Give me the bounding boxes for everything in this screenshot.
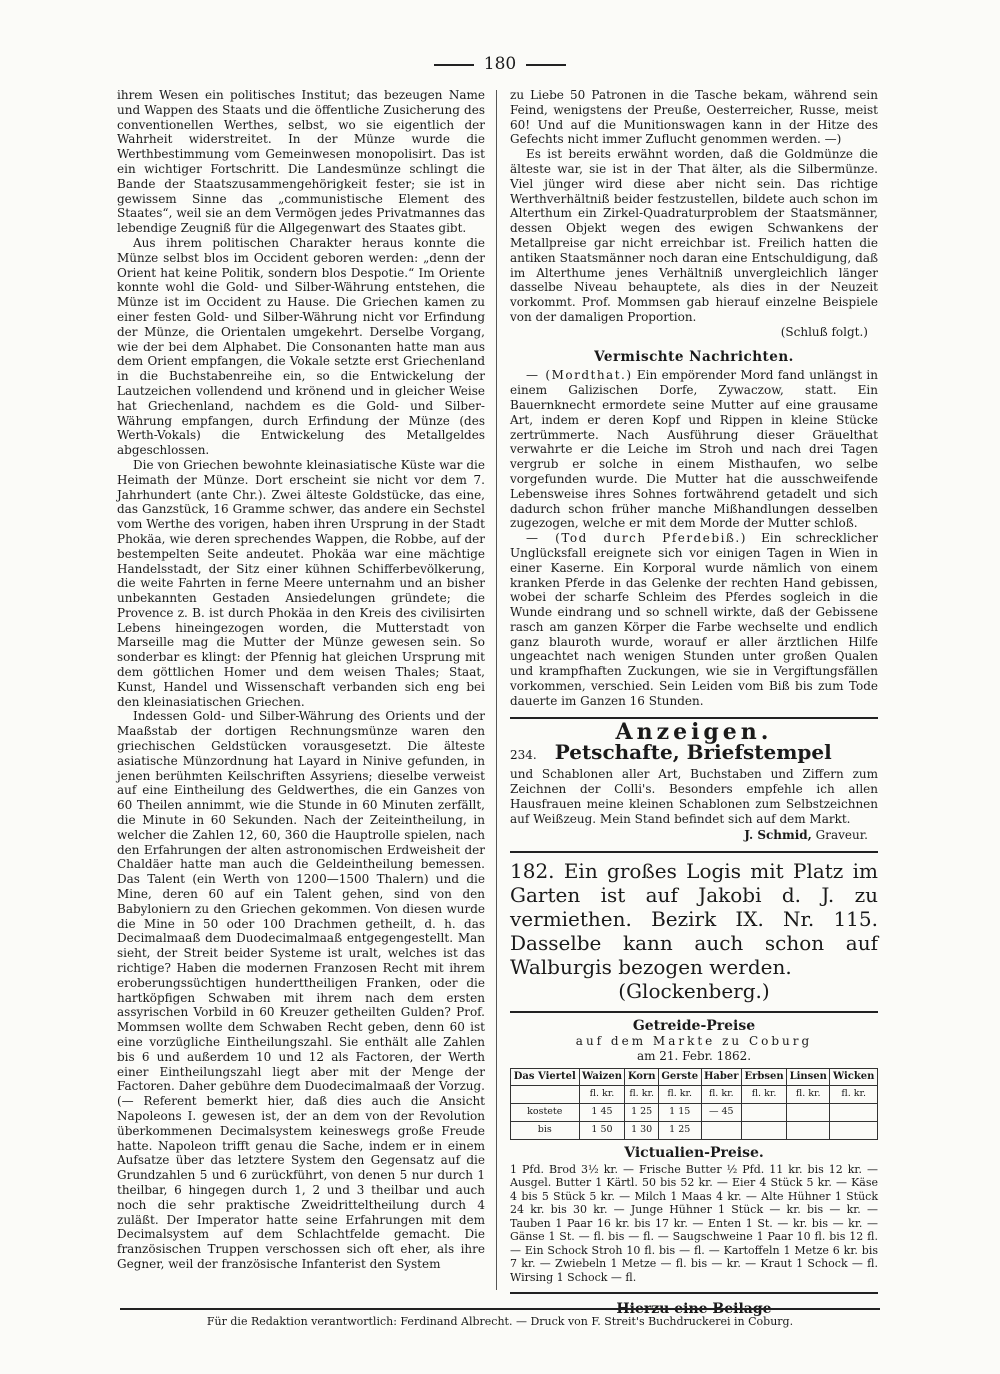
right-column [510,88,878,1317]
table-cell: fl. kr. [625,1086,658,1104]
ad-signature-name: J. Schmid, [744,828,812,843]
victual-prices-text: 1 Pfd. Brod 3½ kr. — Frische Butter ½ Pfd. 11 kr. bis 12 kr. — Ausgel. Butter 1 Kärtl. 50 bis 52 kr. — Eier 4 Stück 5 kr. — Käse 4 bis 5 Stück 5 kr. — Milch 1 Maas 4 kr. — Alte Hühner 1 Stück 24 kr. bis 30 kr. — Junge Hühner 1 Stück — kr. bis — kr. — Tauben 1 Paar 16 kr. bis 17 kr. — Enten 1 St. — kr. bis — kr. — Gänse 1 St. — fl. bis — fl. — Saugschweine 1 Paar 10 fl. bis 12 fl. — Ein Schock Stroh 10 fl. bis — fl. — Kartoffeln 1 Metze 6 kr. bis 7 kr. — Zwiebeln 1 Metze — fl. bis — kr. — Kraut 1 Schock — fl. Wirsing 1 Schock — fl. [510,1162,878,1284]
news-item-lead: — (Mordthat.) [526,368,633,383]
column-divider [496,90,497,1290]
table-header-cell: Linsen [787,1068,830,1086]
table-cell: fl. kr. [658,1086,701,1104]
table-cell: fl. kr. [741,1086,786,1104]
table-cell: 1 15 [658,1104,701,1122]
table-cell: — 45 [701,1104,741,1122]
continuation-note: (Schluß folgt.) [780,324,868,339]
table-cell [741,1122,786,1140]
victual-prices-heading: Victualien-Preise. [624,1144,764,1161]
table-cell [830,1104,878,1122]
table-cell: 1 30 [625,1122,658,1140]
table-row [511,1104,878,1122]
table-cell: fl. kr. [701,1086,741,1104]
section-heading-anzeigen: Anzeigen. [615,718,773,745]
article-paragraph: Die von Griechen bewohnte kleinasiatische Küste war die Heimath der Münze. Dort erscheint sie nicht vor dem 7. Jahrhundert (ante Chr.). Zwei älteste Goldstücke, das eine, das Ganzstück, 16 Gramme schwer, das andere ein Sechstel vom Werthe des vorigen, haben ihren Ursprung in der Stadt Phokäa, wie deren sprechendes Wappen, die Robbe, auf der bestempelten Seite andeutet. Phokäa war eine mächtige Handelsstadt, der Sitz einer kühnen Schifferbevölkerung, die weite Fahrten in ferne Meere unternahm und an bisher unbekannten Gestaden Ansiedelungen gründete; die Provence z. B. ist durch Phokäa in den Kreis des civilisirten Lebens hineingezogen worden, die Mutterstadt von Marseille mag die Mutter der Münze gewesen sein. So sonderbar es klingt: der Pfennig hat gleichen Ursprung mit dem göttlichen Homer und dem weisen Thales; Staat, Kunst, Handel und Wissenschaft verbanden sich eng bei den kleinasiatischen Griechen. [117,457,485,709]
table-cell [787,1104,830,1122]
ad-title [510,740,878,765]
table-cell [701,1122,741,1140]
table-cell [741,1104,786,1122]
table-header-cell: Haber [701,1068,741,1086]
table-header-cell: Wicken [830,1068,878,1086]
table-header-cell: Korn [625,1068,658,1086]
table-unit-row [511,1086,878,1104]
news-item [510,531,878,709]
ad-rule [510,851,878,853]
table-cell: fl. kr. [830,1086,878,1104]
news-item-lead: — (Tod durch Pferdebiß.) [526,531,747,546]
table-header-cell: Erbsen [741,1068,786,1086]
table-header-cell: Waizen [579,1068,625,1086]
table-cell [511,1086,580,1104]
news-item-text: Ein schrecklicher Unglücksfall ereignete sich vor einigen Tagen in Wien in einer Kaserne. Ein Korporal wurde nämlich von einem kranken Pferde in das Gelenke der rechten Hand gebissen, wobei der scharfe Schleim des Pferdes sogleich in die Wunde eindrang und so schnell wirkte, daß der Gebissene rasch am ganzen Körper die Farbe wechselte und endlich ganz blauroth wurde, worauf er aller ärztlichen Hilfe ungeachtet nach wenigen Stunden unter großen Qualen und krampfhaften Zuckungen, wie sie in Vergiftungsfällen vorkommen, verschied. Sein Leiden vom Biß bis zum Tode dauerte im Ganzen 16 Stunden. [510,531,878,708]
grain-prices-date: am 21. Febr. 1862. [636,1048,752,1063]
imprint-footer: Für die Redaktion verantwortlich: Ferdinand Albrecht. — Druck von F. Streit's Buchdruckerei in Coburg. [120,1308,880,1328]
left-column [117,88,485,1272]
table-cell: fl. kr. [787,1086,830,1104]
ad-number: 234. [510,748,537,763]
table-header-row [511,1068,878,1086]
table-cell: 1 50 [579,1122,625,1140]
table-row-label: bis [511,1122,580,1140]
table-row-label: kostete [511,1104,580,1122]
table-cell: fl. kr. [579,1086,625,1104]
ad-logis [510,859,878,1003]
news-item [510,368,878,531]
ad-logis-text: 182. Ein großes Logis mit Platz im Garten ist auf Jakobi d. J. zu vermiethen. Bezirk IX. Nr. 115. Dasselbe kann auch schon auf Walburgis bezogen werden. [510,859,878,980]
ad-title-text: Petschafte, Briefstempel [554,740,832,765]
grain-prices-subheading: auf dem Markte zu Coburg [575,1034,813,1049]
section-heading-vermischte: Vermischte Nachrichten. [594,348,794,365]
article-paragraph: zu Liebe 50 Patronen in die Tasche bekam, während sein Feind, wenigstens der Preuße, Oesterreicher, Russe, meist 60! Und auf die Munitionswagen kann in der Hitze des Gefechts nicht immer Zuflucht genommen werden. —) [510,88,878,147]
table-cell: 1 25 [658,1122,701,1140]
article-paragraph: Indessen Gold- und Silber-Währung des Orients und der Maaßstab der dortigen Rechnungsmünze waren den griechischen Geldstücken vorausgesetzt. Die älteste asiatische Münzordnung hat Layard in Ninive gefunden, in jenen berühmten Keilschriften Assyriens; dieselbe verweist auf eine Eintheilung des Geldwerthes, die ein Ganzes von 60 Theilen annimmt, wie die Stunde in 60 Minuten zerfällt, die Minute in 60 Sekunden. Nach der Zeiteintheilung, in welcher die Zahlen 12, 60, 360 die Hauptrolle spielen, nach den Erfahrungen der alten astronomischen Erdweisheit der Chaldäer hatte man auch die Geldeintheilung bemessen. Das Talent (ein Werth von 1200—1500 Thalern) und die Mine, deren 60 auf ein Talent gehen, sind von den Babyloniern zu den Griechen gekommen. Von diesen wurde die Mine in 50 oder 100 Drachmen getheilt, d. h. das Decimalmaaß dem Duodecimalmaaß entgegengestellt. Man sieht, der Streit beider Systeme ist uralt, welches ist das richtige? Haben die modernen Franzosen Recht mit ihrem eroberungssüchtigen hunderttheiligen Franken, oder die hartköpfigen Schwaben mit ihrem nach dem ersten assyrischen Vorbild in 60 Kreuzer getheilten Gulden? Prof. Mommsen wollte dem Schwaben Recht geben, denn 60 ist eine vorzügliche Eintheilungszahl. Sie enthält alle Zahlen bis 6 und außerdem 10 und 12 als Factoren, der Werth einer Eintheilungszahl liegt aber mit der Menge der Factoren. Daher gebühre dem Duodecimalmaaß der Vorzug. (— Referent bemerkt hier, daß dies auch die Ansicht Napoleons I. gewesen ist, der an dem von der Revolution überkommenen Decimalsystem keineswegs große Freude hatte. Napoleon trifft genau die Sache, indem er in einem Aufsatze über das letztere System den Gegensatz auf die Grundzahlen 5 und 6 zurückführt, von denen 5 nur durch 1 theilbar, 6 hingegen durch 1, 2 und 3 theilbar und auch noch die sehr praktische Zweidritteltheilung durch 4 zuläßt. Der Imperator hatte seine Erfahrungen mit dem Decimalsystem auf dem Schlachtfelde gemacht. Die französischen Truppen verschossen sich oft eher, als ihre Gegner, weil der französische Infanterist den System [117,709,485,1271]
section-rule [510,1292,878,1294]
article-paragraph: Es ist bereits erwähnt worden, daß die Goldmünze die älteste war, sie ist in der That älter, als die Silbermünze. Viel jünger wird diese aber nicht sein. Das richtige Werthverhältniß beider festzustellen, bildete auch schon im Alterthum ein Zirkel-Quadraturproblem der Staatsmänner, dessen Objekt wegen des ewigen Schwankens der Metallpreise gar nicht erreichbar ist. Freilich hatten die antiken Staatsmänner noch daran eine Entschuldigung, daß im Alterthume jenes Verhältniß unvergleichlich länger dasselbe Niveau behauptete, als dies in der Neuzeit vorkommt. Prof. Mommsen gab hierauf einzelne Beispiele von der damaligen Proportion. [510,147,878,324]
table-cell [787,1122,830,1140]
grain-prices-heading: Getreide-Preise [632,1018,756,1035]
header-rule-right [526,64,566,66]
table-header-cell: Das Viertel [511,1068,580,1086]
news-item-text: Ein empörender Mord fand unlängst in einem Galizischen Dorfe, Zywaczow, statt. Ein Bauernknecht ermordete seine Mutter auf eine grausame Art, indem er deren Kopf und Rippen in kleine Stücke zertrümmerte. Nach Ausführung dieser Gräuelthat verwahrte er die Leiche im Stroh und nach drei Tagen vergrub er solche in einem Misthaufen, wo selbe vorgefunden wurde. Die Mutter hat die ausschweifende Lebensweise ihres Sohnes fortwährend getadelt und sich dadurch schon früher manche Mißhandlungen desselben zugezogen, welche er mit dem Morde der Mutter schloß. [510,368,879,531]
grain-prices-table [510,1068,878,1140]
page-number: 180 [483,54,517,74]
ad-text: und Schablonen aller Art, Buchstaben und Ziffern zum Zeichnen der Colli's. Besonders empfehle ich allen Hausfrauen meine kleinen Schablonen zum Selbstzeichnen auf Weißzeug. Mein Stand befindet sich auf dem Markt. [510,767,878,826]
ad-logis-location: (Glockenberg.) [618,979,770,1004]
page-header [0,54,1000,74]
supplement-note: Hierzu eine Beilage [616,1301,772,1318]
table-row [511,1122,878,1140]
ad-signature [510,828,868,843]
table-cell: 1 45 [579,1104,625,1122]
table-cell: 1 25 [625,1104,658,1122]
header-rule-left [434,64,474,66]
ad-rule [510,1011,878,1013]
article-paragraph: Aus ihrem politischen Charakter heraus konnte die Münze selbst blos im Occident geboren werden: „denn der Orient hat keine Politik, sondern blos Despotie.“ Im Oriente konnte wohl die Gold- und Silber-Währung entstehen, die Münze ist im Occident zu Hause. Die Griechen kamen zu einer festen Gold- und Silber-Währung nicht vor Erfindung der Münze, die Orientalen umgekehrt. Derselbe Vorgang, wie der bei dem Alphabet. Die Consonanten hatte man aus dem Orient empfangen, die Vokale setzte erst Griechenland in die Buchstabenreihe ein, so die Entwickelung der Lautzeichen vollendend und krönend und in gleicher Weise hat Griechenland, nachdem es die Gold- und Silber-Währung empfangen, durch Erfindung der Münze (des Werth-Vokals) die Entwickelung des Metallgeldes abgeschlossen. [117,235,485,458]
table-header-cell: Gerste [658,1068,701,1086]
article-paragraph: ihrem Wesen ein politisches Institut; das bezeugen Name und Wappen des Staats und die öffentliche Zusicherung des conventionellen Werthes, selbst, wo sie eigentlich der Wahrheit widerstreitet. In der Münze wurde die Werthbestimmung vom Gemeinwesen monopolisirt. Das ist ein wichtiger Fortschritt. Die Landesmünze schlingt die Bande der Staatszusammengehörigkeit fester; sie ist in gewissem Sinne das „communistische Element des Staates“, weil sie an dem Vermögen jedes Privatmannes das lebendige Zeugniß für die Allgegenwart des Staates gibt. [117,88,485,236]
ad-signature-trade: Graveur. [815,828,868,843]
table-cell [830,1122,878,1140]
